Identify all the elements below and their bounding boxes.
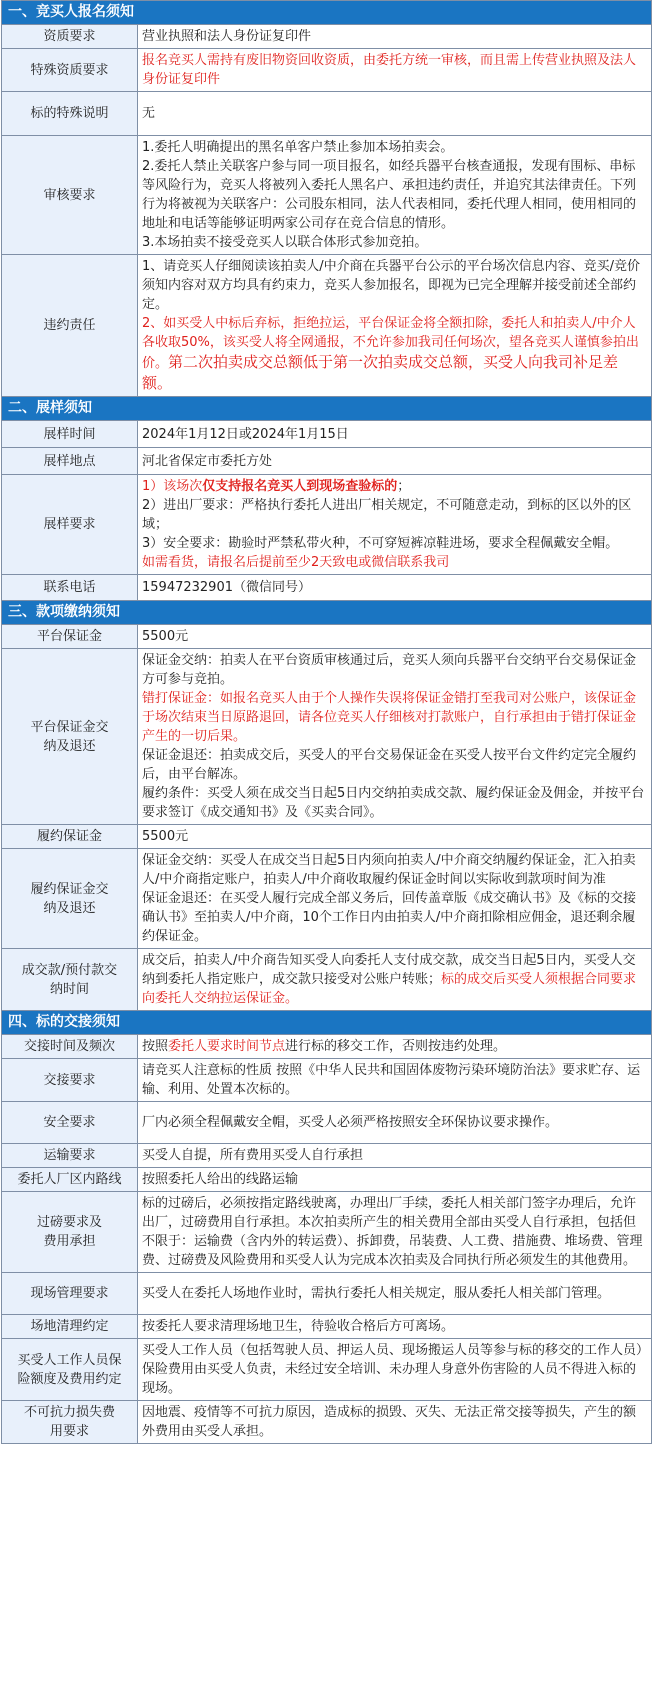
row-value: 厂内必须全程佩戴安全帽，买受人必须严格按照安全环保协议要求操作。 [138, 1102, 652, 1144]
text-line: 3.本场拍卖不接受竞买人以联合体形式参加竞拍。 [142, 235, 428, 250]
row-label-text: 过磅要求及费用承担 [36, 1215, 102, 1249]
row-value: 河北省保定市委托方处 [138, 448, 652, 475]
row-label: 展样要求 [2, 475, 138, 575]
row-label: 交接时间及频次 [2, 1035, 138, 1059]
text-line [142, 477, 647, 496]
table-row [2, 1168, 652, 1192]
table-row [2, 1059, 652, 1102]
text-line: 保证金交纳：买受人在成交当日起5日内须向拍卖人/中介商交纳履约保证金，汇入拍卖人/中介商指定账户，拍卖人/中介商收取履约保证金时间以实际收到款项时间为准 [142, 853, 636, 887]
table-row [2, 421, 652, 448]
row-label-text: 履约保证金交纳及退还 [30, 881, 109, 916]
row-value [138, 136, 652, 255]
row-value: 买受人在委托人场地作业时，需执行委托人相关规定，服从委托人相关部门管理。 [138, 1273, 652, 1315]
table-row [2, 136, 652, 255]
row-value: 报名竞买人需持有废旧物资回收资质，由委托方统一审核，而且需上传营业执照及法人身份证复印件 [138, 49, 652, 92]
table-row [2, 1273, 652, 1315]
table-row [2, 475, 652, 575]
row-value: 买受人自提，所有费用买受人自行承担 [138, 1144, 652, 1168]
table-row [2, 1339, 652, 1401]
table-row [2, 255, 652, 397]
row-value [138, 849, 652, 949]
table-row [2, 1315, 652, 1339]
row-label: 平台保证金 [2, 625, 138, 649]
table-row [2, 1192, 652, 1273]
table-row [2, 25, 652, 49]
row-label: 展样地点 [2, 448, 138, 475]
section-title: 三、款项缴纳须知 [2, 601, 652, 625]
row-label: 委托人厂区内路线 [2, 1168, 138, 1192]
text-line: 保证金退还：拍卖成交后，买受人的平台交易保证金在买受人按平台文件约定完全履约后，由平台解冻。 [142, 748, 637, 782]
row-label: 标的特殊说明 [2, 92, 138, 136]
row-value: 标的过磅后，必须按指定路线驶离，办理出厂手续，委托人相关部门签字办理后，允许出厂，过磅费用自行承担。本次拍卖所产生的相关费用全部由买受人自行承担，包括但不限于：运输费（含内外的转运费）、拆卸费，吊装费、人工费、措施费、堆场费、管理费、过磅费及风险费用和买受人认为完成本次拍卖及合同执行所必须发生的其他费用。 [138, 1192, 652, 1273]
row-value: 5500元 [138, 825, 652, 849]
row-label-text: 买受人工作人员保险额度及费用约定 [17, 1352, 122, 1387]
row-label-text: 不可抗力损失费用要求 [23, 1405, 115, 1439]
row-value [138, 649, 652, 825]
text-line: 1.委托人明确提出的黑名单客户禁止参加本场拍卖会。 [142, 140, 454, 155]
text-line: 2.委托人禁止关联客户参与同一项目报名，如经兵器平台核查通报，发现有围标、串标等风险行为，竞买人将被列入委托人黑名户、承担违约责任，并追究其法律责任。下列行为将被视为关联客户：公司股东相同，法人代表相同，委托代理人相同，使用相同的地址和电话等能够证明两家公司存在竞合信息的情形。 [142, 159, 637, 231]
text-line: 2）进出厂要求：严格执行委托人进出厂相关规定，不可随意走动，到标的区以外的区域； [142, 498, 632, 532]
text-fragment-bold: 仅支持报名竞买人到现场查验标的 [202, 479, 398, 494]
table-row [2, 49, 652, 92]
table-row [2, 949, 652, 1011]
row-value [138, 1035, 652, 1059]
text-line-warning: 标的成交后买受人须根据合同要求向委托人交纳拉运保证金。 [142, 972, 637, 1006]
table-row [2, 575, 652, 601]
table-row [2, 1102, 652, 1144]
row-value: 按照委托人给出的线路运输 [138, 1168, 652, 1192]
text-line: 保证金交纳：拍卖人在平台资质审核通过后，竞买人须向兵器平台交纳平台交易保证金方可参与竞拍。 [142, 653, 637, 687]
section-title: 一、竞买人报名须知 [2, 1, 652, 25]
row-value: 2024年1月12日或2024年1月15日 [138, 421, 652, 448]
text-fragment: 进行标的移交工作，否则按违约处理。 [285, 1039, 507, 1054]
row-label: 违约责任 [2, 255, 138, 397]
table-row [2, 1144, 652, 1168]
text-line: 3）安全要求：勘验时严禁私带火种，不可穿短裤凉鞋进场，要求全程佩戴安全帽。 [142, 536, 619, 551]
table-row [2, 625, 652, 649]
text-fragment: ； [397, 479, 411, 494]
row-value: 按委托人要求清理场地卫生，待验收合格后方可离场。 [138, 1315, 652, 1339]
row-label [2, 1192, 138, 1273]
row-value: 营业执照和法人身份证复印件 [138, 25, 652, 49]
text-line: 保证金退还：在买受人履行完成全部义务后，回传盖章版《成交确认书》及《标的交接确认书》至拍卖人/中介商，10个工作日内由拍卖人/中介商扣除相应佣金，退还剩余履约保证金。 [142, 891, 637, 944]
text-line: 履约条件：买受人须在成交当日起5日内交纳拍卖成交款、履约保证金及佣金，并按平台要求签订《成交通知书》及《买卖合同》。 [142, 786, 645, 820]
row-value: 请竞买人注意标的性质 按照《中华人民共和国固体废物污染环境防治法》要求贮存、运输、利用、处置本次标的。 [138, 1059, 652, 1102]
section-header-2 [2, 397, 652, 421]
row-label-text: 平台保证金交纳及退还 [30, 719, 109, 754]
phone-value: 15947232901（微信同号） [138, 575, 652, 601]
row-label: 交接要求 [2, 1059, 138, 1102]
row-value: 买受人工作人员（包括驾驶人员、押运人员、现场搬运人员等参与标的移交的工作人员）保险费用由买受人负责，未经过安全培训、未办理人身意外伤害险的人员不得进入标的现场。 [138, 1339, 652, 1401]
row-label [2, 849, 138, 949]
row-label-text: 成交款/预付款交纳时间 [21, 962, 118, 997]
row-value: 因地震、疫情等不可抗力原因，造成标的损毁、灭失、无法正常交接等损失，产生的额外费用由买受人承担。 [138, 1401, 652, 1444]
text-fragment-highlight: 委托人要求时间节点 [168, 1039, 286, 1054]
section-header-1 [2, 1, 652, 25]
section-title: 二、展样须知 [2, 397, 652, 421]
section-header-3 [2, 601, 652, 625]
text-fragment: 1）该场次 [142, 479, 203, 494]
row-label: 场地清理约定 [2, 1315, 138, 1339]
row-label: 联系电话 [2, 575, 138, 601]
row-label [2, 949, 138, 1011]
section-title: 四、标的交接须知 [2, 1011, 652, 1035]
section-header-4 [2, 1011, 652, 1035]
table-row [2, 825, 652, 849]
row-label: 履约保证金 [2, 825, 138, 849]
text-fragment: 按照 [142, 1039, 169, 1054]
text-line-warning: 如需看货，请报名后提前至少2天致电或微信联系我司 [142, 555, 450, 570]
text-line-warning: 2、如买受人中标后弃标，拒绝拉运，平台保证金将全额扣除，委托人和拍卖人/中介人各收取50%，该买受人将全网通报，不允许参加我司任何场次，望各竞买人谨慎参拍出价。 [142, 316, 639, 371]
row-label: 审核要求 [2, 136, 138, 255]
row-value: 无 [138, 92, 652, 136]
text-line: 1、请竞买人仔细阅读该拍卖人/中介商在兵器平台公示的平台场次信息内容、竞买/竞价须知内容对双方均具有约束力，竞买人参加报名，即视为已完全理解并接受前述全部约定。 [142, 259, 641, 312]
row-value: 5500元 [138, 625, 652, 649]
table-row [2, 448, 652, 475]
table-row [2, 849, 652, 949]
row-label [2, 649, 138, 825]
table-row [2, 1035, 652, 1059]
text-line-warning-emphasis: 第二次拍卖成交总额低于第一次拍卖成交总额，买受人向我司补足差额。 [142, 353, 619, 392]
row-label: 现场管理要求 [2, 1273, 138, 1315]
row-value [138, 949, 652, 1011]
row-label [2, 1339, 138, 1401]
row-label: 展样时间 [2, 421, 138, 448]
table-row [2, 1401, 652, 1444]
text-line: 成交后，拍卖人/中介商告知买受人向委托人支付成交款，成交当日起5日内，买受人交纳到委托人指定账户，成交款只接受对公账户转账； [142, 953, 636, 987]
row-label: 运输要求 [2, 1144, 138, 1168]
row-label [2, 1401, 138, 1444]
row-label: 安全要求 [2, 1102, 138, 1144]
text-line-warning: 错打保证金：如报名竞买人由于个人操作失误将保证金错打至我司对公账户，该保证金于场次结束当日原路退回，请各位竞买人仔细核对打款账户，自行承担由于错打保证金产生的一切后果。 [142, 691, 637, 744]
table-row [2, 92, 652, 136]
row-label: 资质要求 [2, 25, 138, 49]
auction-notice-table [1, 0, 652, 1444]
row-value [138, 475, 652, 575]
row-value [138, 255, 652, 397]
table-row [2, 649, 652, 825]
row-label: 特殊资质要求 [2, 49, 138, 92]
